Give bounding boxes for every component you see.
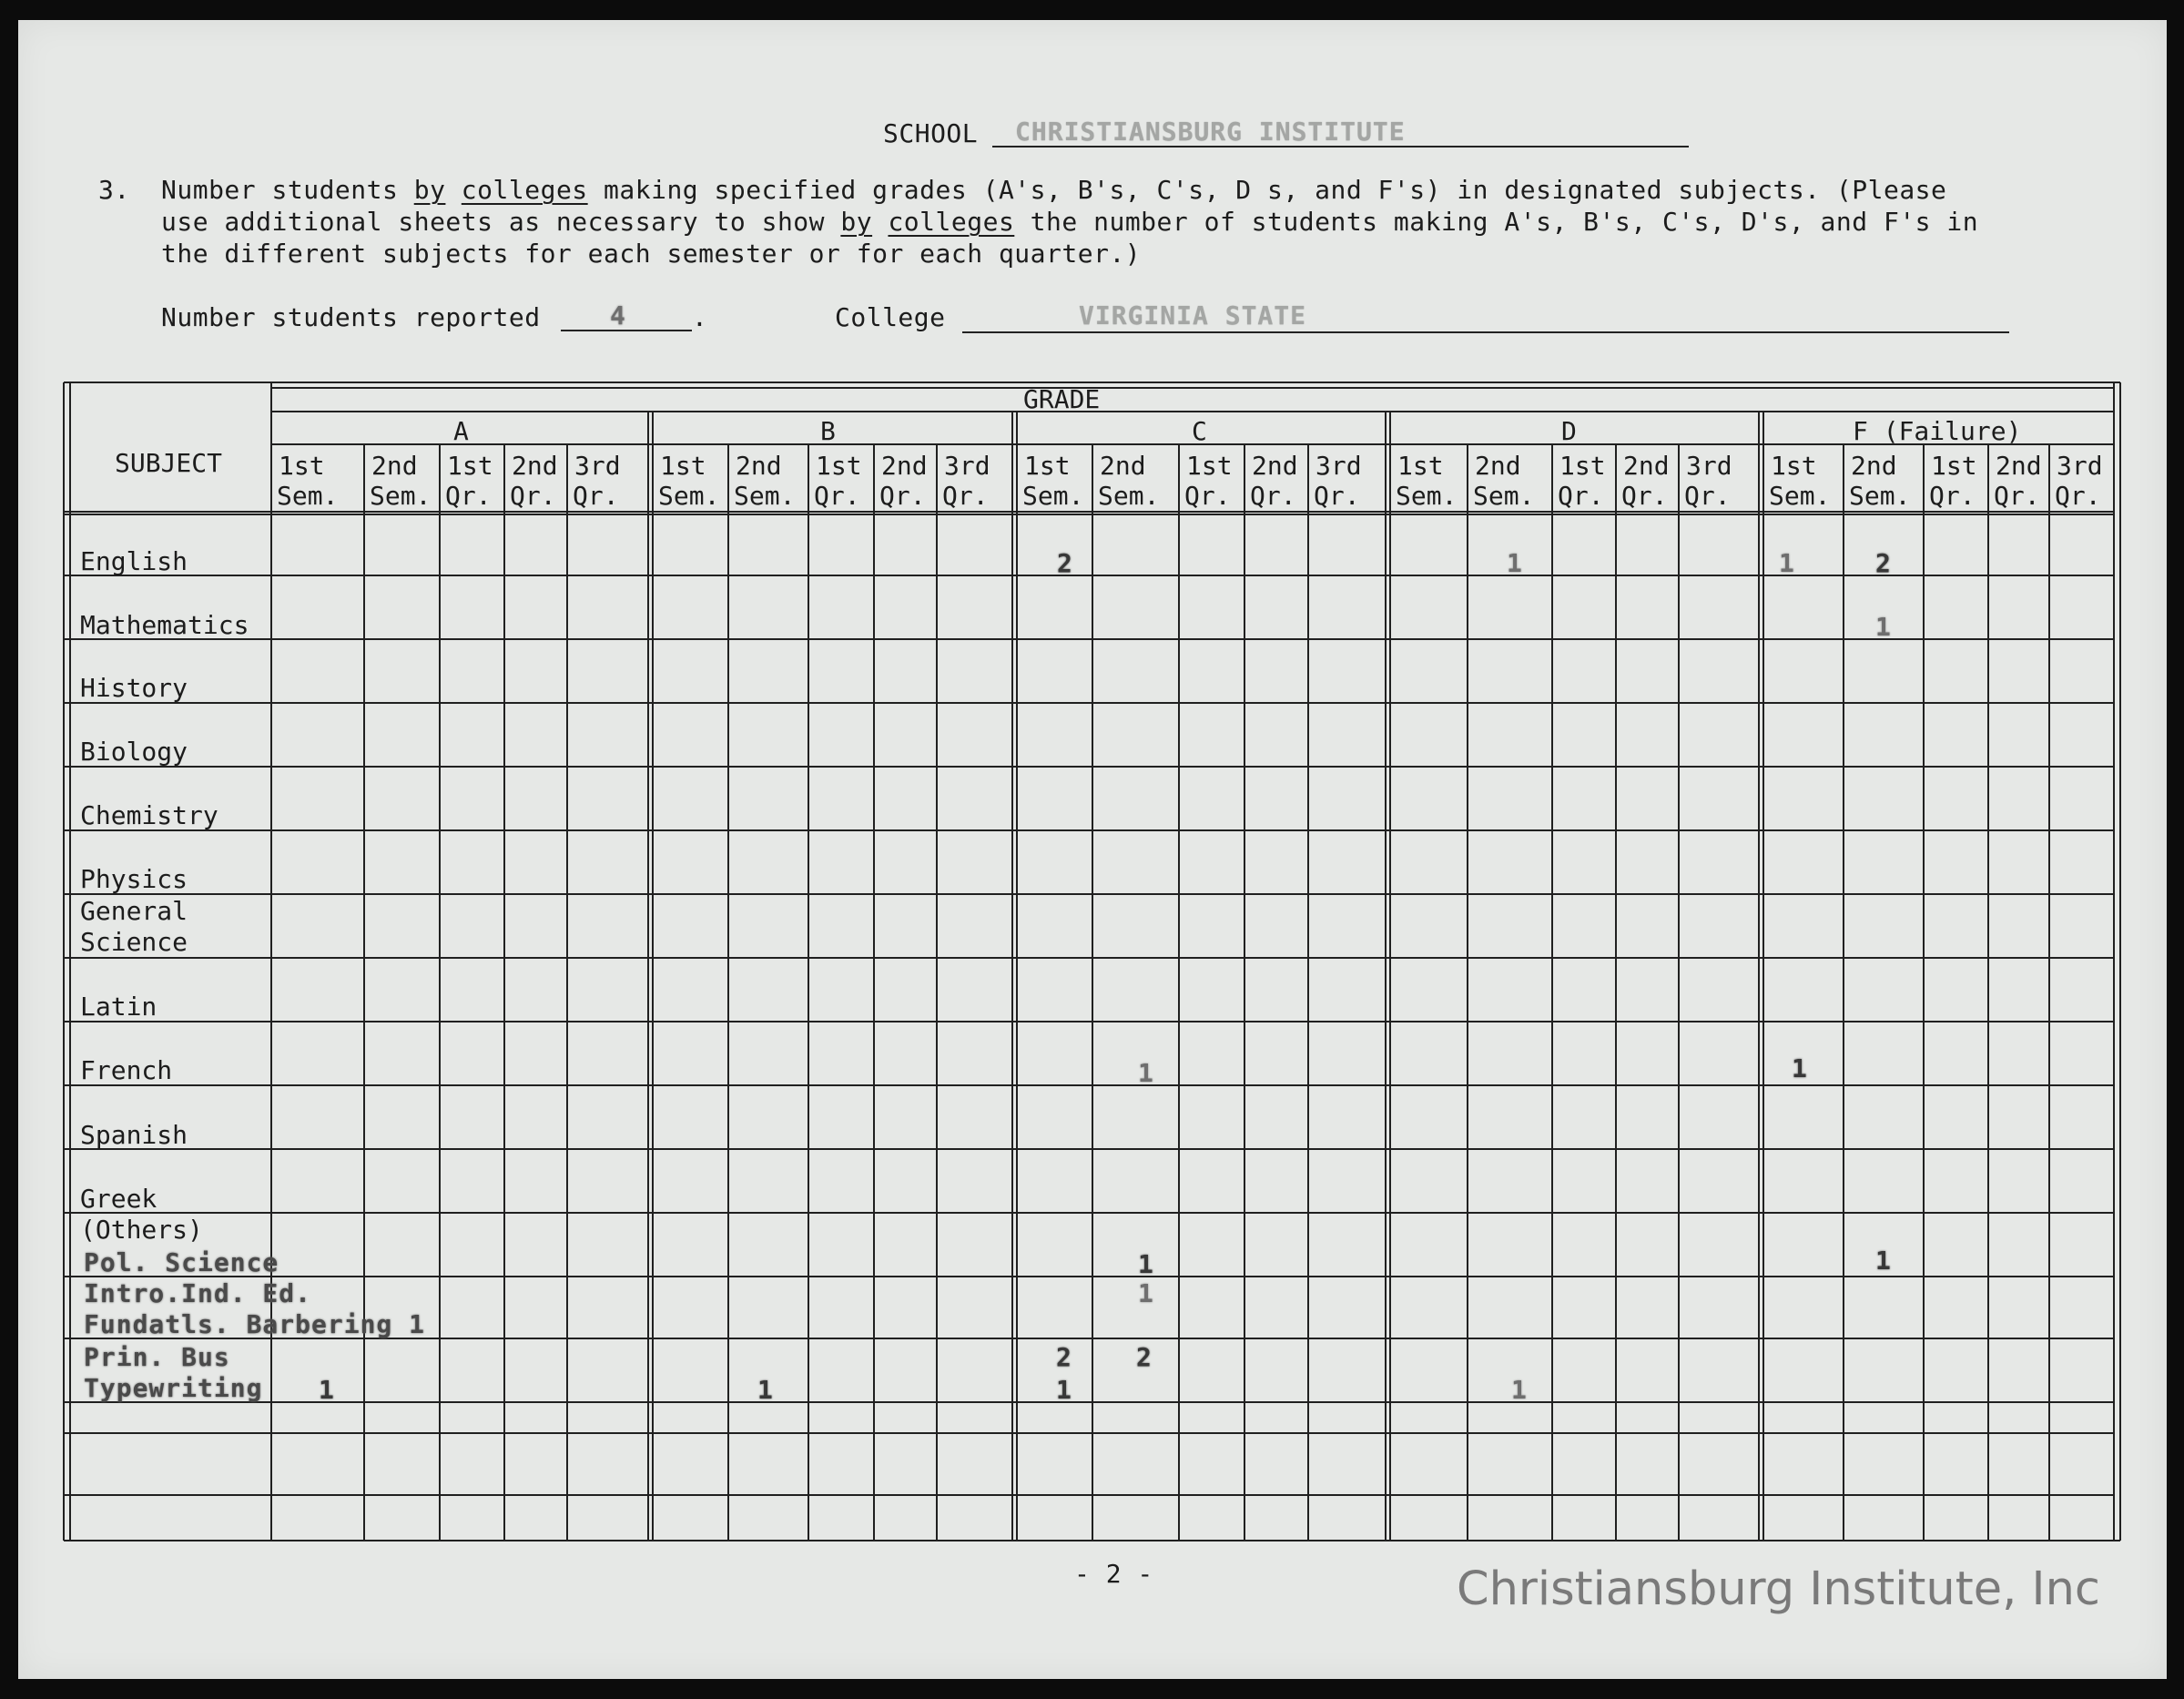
grade-label-1: A — [453, 416, 469, 446]
q2-a: use additional sheets as necessary to show — [161, 207, 841, 237]
cell-value: 1 — [1511, 1375, 1527, 1405]
subject-greek: Greek — [80, 1184, 157, 1214]
period-label-top: 2nd — [736, 451, 782, 481]
period-label-bottom: Sem. — [1473, 481, 1535, 511]
reported-value: 4 — [610, 300, 625, 331]
grade-label-4: D — [1561, 416, 1577, 446]
period-label-top: 1st — [1931, 451, 1977, 481]
subject-others: (Others) — [80, 1215, 203, 1245]
period-label-top: 1st — [660, 451, 706, 481]
cell-value: 1 — [1507, 548, 1522, 578]
period-label-bottom: Qr. — [573, 481, 619, 511]
college-label: College — [835, 302, 946, 332]
subject-header: SUBJECT — [115, 448, 223, 478]
cell-value: 1 — [1779, 548, 1794, 578]
period-label-bottom: Qr. — [1558, 481, 1604, 511]
watermark: Christiansburg Institute, Inc — [1457, 1562, 2100, 1616]
cell-value: 1 — [1138, 1278, 1153, 1308]
period-label-top: 2nd — [1475, 451, 1521, 481]
other-subject-intro-ind-ed: Intro.Ind. Ed. — [84, 1278, 312, 1308]
period-label-top: 2nd — [371, 451, 418, 481]
other-subject-typewriting: Typewriting — [84, 1373, 263, 1403]
cell-value: 2 — [1136, 1342, 1152, 1372]
period-label-top: 1st — [447, 451, 493, 481]
school-value: CHRISTIANSBURG INSTITUTE — [1015, 117, 1406, 147]
cell-value: 1 — [1792, 1053, 1807, 1083]
period-label-top: 1st — [279, 451, 325, 481]
period-label-top: 3rd — [2057, 451, 2103, 481]
reported-period: . — [692, 302, 708, 332]
cell-value: 1 — [1138, 1058, 1153, 1088]
period-label-top: 2nd — [1851, 451, 1897, 481]
subject-latin: Latin — [80, 992, 157, 1022]
period-label-bottom: Qr. — [1684, 481, 1731, 511]
cell-value: 1 — [319, 1375, 334, 1405]
period-label-top: 2nd — [1996, 451, 2042, 481]
q1-a: Number students — [161, 175, 414, 205]
period-label-bottom: Qr. — [510, 481, 556, 511]
subject-english: English — [80, 546, 188, 576]
period-label-top: 1st — [1186, 451, 1233, 481]
cell-value: 1 — [757, 1375, 773, 1405]
other-subject-pol-science: Pol. Science — [84, 1247, 279, 1277]
subject-mathematics: Mathematics — [80, 610, 249, 640]
q2-b: the number of students making A's, B's, C's, D's, and F's in — [1014, 207, 1979, 237]
q1-b: making specified grades (A's, B's, C's, D s, and F's) in designated subjects. (Please — [587, 175, 1947, 205]
period-label-bottom: Sem. — [1022, 481, 1084, 511]
period-label-top: 3rd — [1315, 451, 1362, 481]
period-label-top: 1st — [1397, 451, 1444, 481]
period-label-top: 1st — [816, 451, 862, 481]
subject-biology: Biology — [80, 737, 188, 767]
grade-label-5: F (Failure) — [1853, 416, 2022, 446]
period-label-bottom: Sem. — [1098, 481, 1160, 511]
period-label-bottom: Qr. — [1929, 481, 1976, 511]
period-label-top: 2nd — [1623, 451, 1670, 481]
period-label-bottom: Sem. — [1849, 481, 1911, 511]
grade-header: GRADE — [1023, 384, 1101, 414]
period-label-top: 1st — [1559, 451, 1606, 481]
subject-chemistry: Chemistry — [80, 800, 218, 830]
period-label-top: 1st — [1024, 451, 1071, 481]
form-page — [18, 20, 2167, 1679]
q2-colleges: colleges — [888, 207, 1015, 237]
school-label: SCHOOL — [883, 118, 979, 148]
q2-by: by — [840, 207, 873, 237]
period-label-bottom: Qr. — [942, 481, 989, 511]
period-label-bottom: Sem. — [658, 481, 720, 511]
period-label-top: 3rd — [1686, 451, 1732, 481]
grade-label-3: C — [1192, 416, 1207, 446]
subject-french: French — [80, 1055, 173, 1085]
period-label-bottom: Qr. — [879, 481, 926, 511]
period-label-bottom: Sem. — [734, 481, 796, 511]
period-label-top: 1st — [1771, 451, 1817, 481]
period-label-top: 2nd — [512, 451, 558, 481]
period-label-bottom: Sem. — [277, 481, 339, 511]
period-label-bottom: Sem. — [370, 481, 432, 511]
cell-value: 1 — [1875, 612, 1891, 642]
period-label-bottom: Qr. — [1621, 481, 1668, 511]
period-label-top: 3rd — [574, 451, 621, 481]
period-label-bottom: Qr. — [2055, 481, 2101, 511]
period-label-top: 2nd — [881, 451, 928, 481]
cell-value: 1 — [1875, 1246, 1891, 1276]
subject-physics: Physics — [80, 864, 188, 894]
other-subject-prin-bus: Prin. Bus — [84, 1342, 230, 1372]
period-label-top: 2nd — [1252, 451, 1298, 481]
grade-table-grid — [18, 20, 2167, 1679]
subject-general: General — [80, 896, 188, 926]
cell-value: 1 — [1138, 1249, 1153, 1279]
reported-label: Number students reported — [161, 302, 541, 332]
period-label-bottom: Qr. — [1314, 481, 1360, 511]
cell-value: 2 — [1057, 548, 1072, 578]
cell-value: 2 — [1056, 1342, 1072, 1372]
period-label-top: 3rd — [944, 451, 990, 481]
cell-value: 2 — [1875, 548, 1891, 578]
period-label-bottom: Qr. — [814, 481, 860, 511]
page-number: - 2 - — [1074, 1559, 1153, 1589]
question-line-3: the different subjects for each semester or for each quarter.) — [161, 239, 1142, 269]
other-subject-fundatls-barbering: Fundatls. Barbering 1 — [84, 1309, 426, 1339]
subject-history: History — [80, 673, 188, 703]
q1-colleges: colleges — [461, 175, 588, 205]
grade-label-2: B — [820, 416, 836, 446]
period-label-bottom: Qr. — [445, 481, 492, 511]
period-label-bottom: Sem. — [1396, 481, 1458, 511]
period-label-top: 2nd — [1100, 451, 1146, 481]
period-label-bottom: Sem. — [1769, 481, 1831, 511]
subject-spanish: Spanish — [80, 1120, 188, 1150]
period-label-bottom: Qr. — [1250, 481, 1296, 511]
question-number: 3. — [98, 175, 130, 205]
college-value: VIRGINIA STATE — [1079, 300, 1307, 331]
subject-science: Science — [80, 927, 188, 957]
cell-value: 1 — [1056, 1375, 1072, 1405]
period-label-bottom: Qr. — [1184, 481, 1231, 511]
q1-by: by — [413, 175, 446, 205]
period-label-bottom: Qr. — [1994, 481, 2040, 511]
